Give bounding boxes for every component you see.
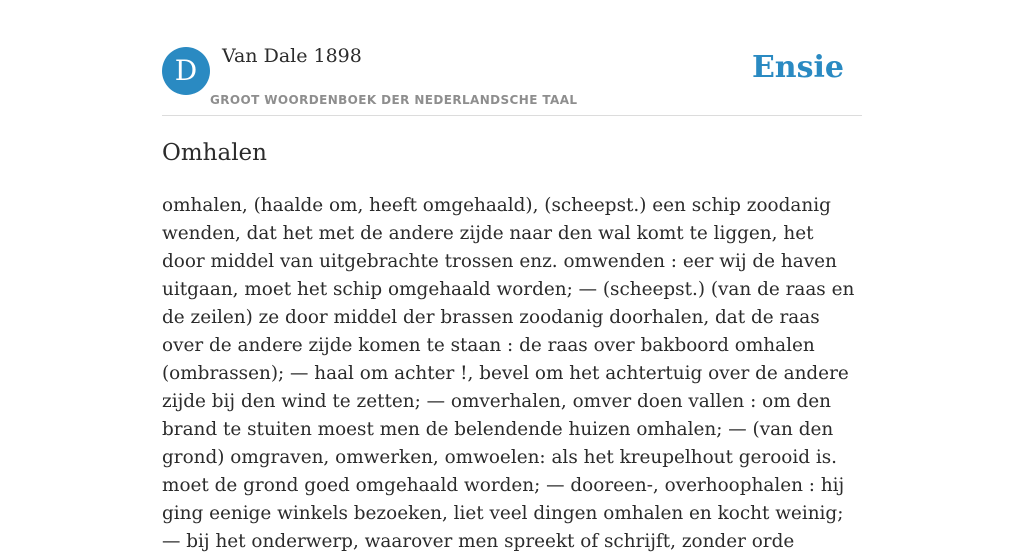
dictionary-title[interactable]: Van Dale 1898	[222, 45, 362, 67]
entry-definition: omhalen, (haalde om, heeft omgehaald), (scheepst.) een schip zoodanig wenden, dat het met de andere zijde naar den wal komt te liggen, het door middel van uitgebrachte trossen enz. omwenden : eer wij de haven uitgaan, moet het schip omgehaald worden; — (scheepst.) (van de raas en de zeilen) ze door middel der brassen zoodanig doorhalen, dat de raas over de andere zijde komen te staan : de raas over bakboord omhalen (ombrassen); — haal om achter !, bevel om het achtertuig over de andere zijde bij den wind te zetten; — omverhalen, omver doen vallen : om den brand te stuiten moest men de belendende huizen omhalen; — (van den grond) omgraven, omwerken, omwoelen: als het kreupelhout gerooid is. moet de grond goed omgehaald worden; — dooreen-, overhoophalen : hij ging eenige winkels bezoeken, liet veel dingen omhalen en kocht weinig; — bij het onderwerp, waarover men spreekt of schrijft, zonder orde	[162, 195, 855, 552]
entry-title: Omhalen	[162, 140, 267, 166]
ensie-logo[interactable]: Ensie	[751, 50, 844, 85]
dictionary-header	[162, 0, 862, 116]
dictionary-avatar[interactable]: D	[162, 47, 210, 95]
dictionary-subtitle: GROOT WOORDENBOEK DER NEDERLANDSCHE TAAL	[210, 93, 578, 107]
